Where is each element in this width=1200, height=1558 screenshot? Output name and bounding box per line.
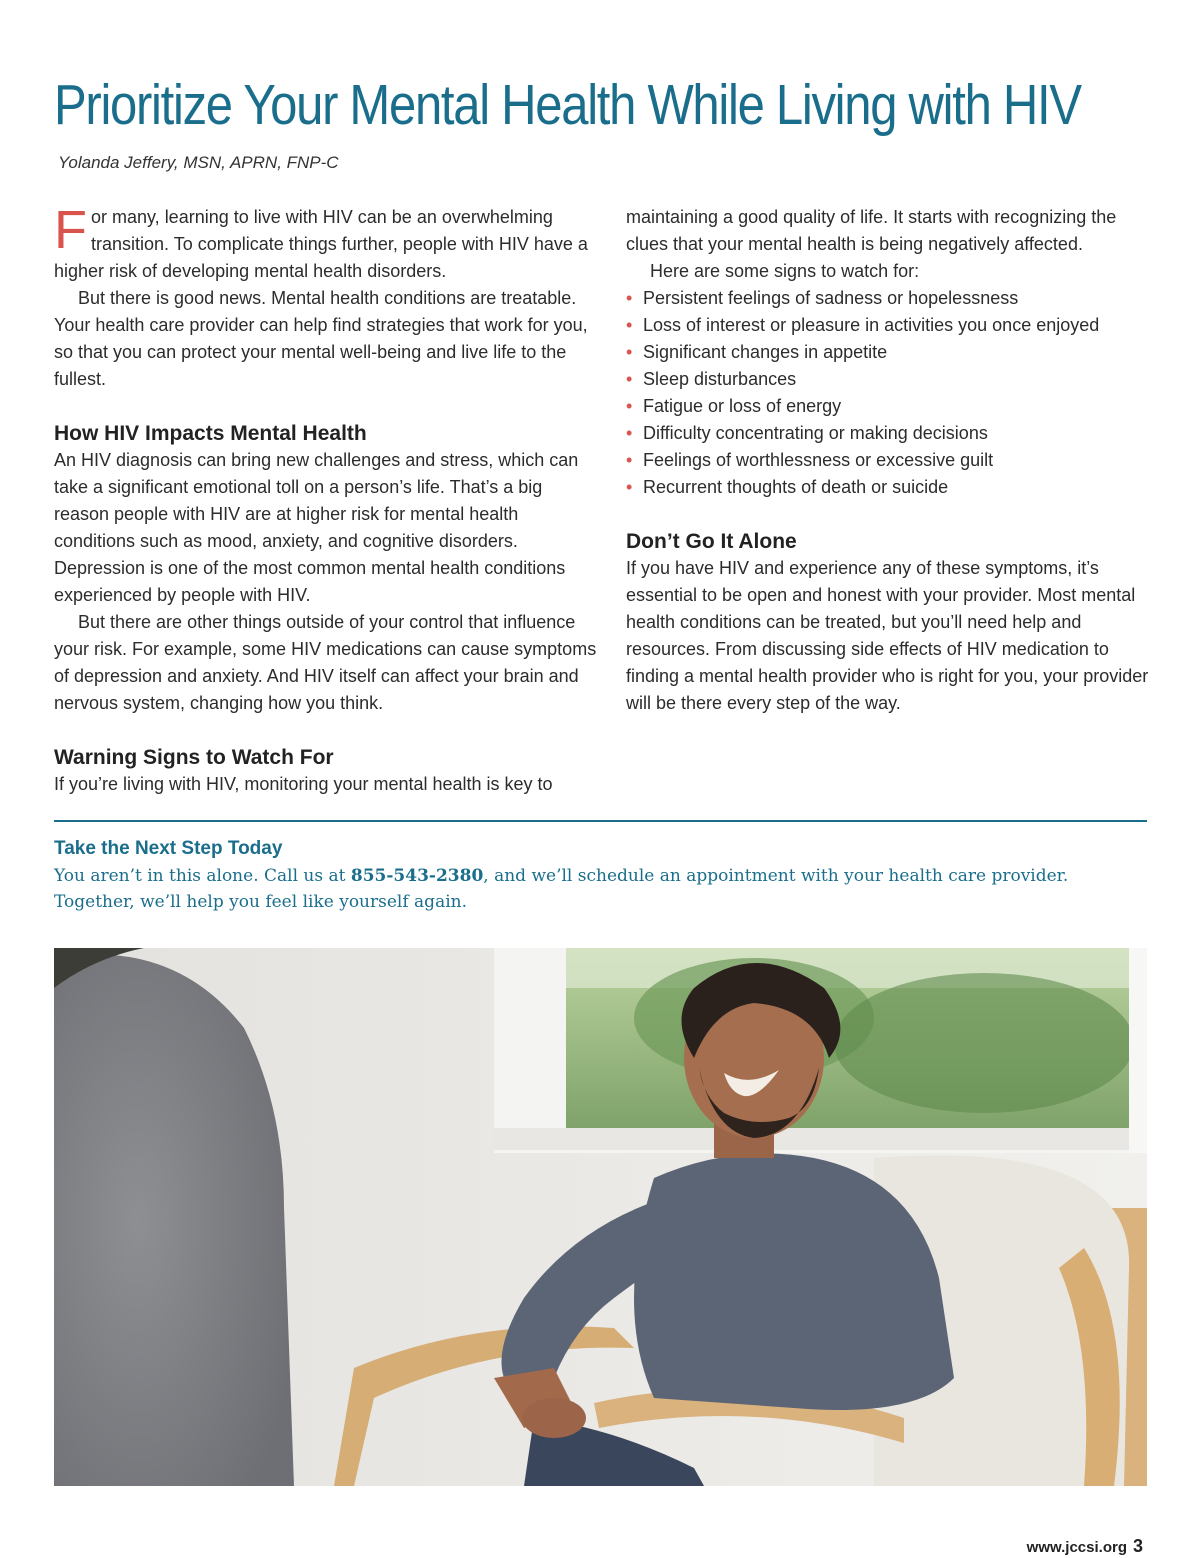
- warning-signs-list: [626, 285, 1150, 501]
- list-item: • Persistent feelings of sadness or hopelessness: [626, 285, 1150, 312]
- author-byline: Yolanda Jeffery, MSN, APRN, FNP-C: [58, 153, 339, 172]
- list-item: • Fatigue or loss of energy: [626, 393, 1150, 420]
- bullet-icon: •: [626, 288, 633, 308]
- signs-intro: Here are some signs to watch for:: [650, 261, 920, 281]
- page-footer: [1027, 1536, 1143, 1557]
- list-item: • Feelings of worthlessness or excessive guilt: [626, 447, 1150, 474]
- website-link[interactable]: www.jccsi.org: [1026, 1539, 1127, 1556]
- alone-heading: Don’t Go It Alone: [626, 530, 797, 553]
- warning-heading: Warning Signs to Watch For: [54, 746, 334, 769]
- bullet-icon: •: [626, 396, 633, 416]
- impacts-heading: How HIV Impacts Mental Health: [54, 422, 367, 445]
- drop-cap: F: [54, 200, 87, 260]
- article-title: Prioritize Your Mental Health While Living with HIV: [54, 73, 1081, 137]
- bullet-icon: •: [626, 342, 633, 362]
- cta-title: Take the Next Step Today: [54, 838, 283, 859]
- cta-text: You aren’t in this alone. Call us at 855-543-2380, and we’ll schedule an appointment with your health care provider. Together, we’ll help you feel like yourself again.: [54, 866, 1069, 912]
- list-item: • Significant changes in appetite: [626, 339, 1150, 366]
- impacts-paragraph-1: An HIV diagnosis can bring new challenges and stress, which can take a significant emotional toll on a person’s life. That’s a big reason people with HIV are at higher risk for mental health conditions such as mood, anxiety, and cognitive disorders. Depression is one of the most common mental health conditions experienced by people with HIV.: [54, 450, 579, 605]
- left-column: [54, 200, 602, 798]
- list-item: • Loss of interest or pleasure in activities you once enjoyed: [626, 312, 1150, 339]
- alone-paragraph: If you have HIV and experience any of these symptoms, it’s essential to be open and honest with your provider. Most mental health conditions can be treated, but you’ll need help and resources. From discussing side effects of HIV medication to finding a mental health provider who is right for you, your provider will be there every step of the way.: [626, 558, 1149, 713]
- bullet-icon: •: [626, 477, 633, 497]
- bullet-icon: •: [626, 369, 633, 389]
- intro-text: or many, learning to live with HIV can be an overwhelming transition. To complicate things further, people with HIV have a higher risk of developing mental health disorders.: [54, 207, 588, 281]
- section-divider: [54, 820, 1147, 822]
- page-number: 3: [1132, 1536, 1143, 1556]
- list-item: • Recurrent thoughts of death or suicide: [626, 474, 1150, 501]
- intro-paragraph: [54, 200, 602, 285]
- right-column: [626, 204, 1150, 717]
- list-item: • Difficulty concentrating or making decisions: [626, 420, 1150, 447]
- bullet-icon: •: [626, 315, 633, 335]
- bullet-icon: •: [626, 423, 633, 443]
- list-item: • Sleep disturbances: [626, 366, 1150, 393]
- hero-photo: [54, 948, 1147, 1486]
- bullet-icon: •: [626, 450, 633, 470]
- photo-illustration: [54, 948, 1147, 1486]
- warning-paragraph-start: If you’re living with HIV, monitoring your mental health is key to: [54, 774, 553, 794]
- impacts-paragraph-2: But there are other things outside of your control that influence your risk. For example, some HIV medications can cause symptoms of depression and anxiety. And HIV itself can affect your brain and nervous system, changing how you think.: [54, 612, 597, 713]
- good-news-paragraph: But there is good news. Mental health conditions are treatable. Your health care provider can help find strategies that work for you, so that you can protect your mental well-being and live life to the fullest.: [54, 288, 588, 389]
- phone-number[interactable]: 855-543-2380: [350, 866, 484, 886]
- warning-paragraph-continued: maintaining a good quality of life. It starts with recognizing the clues that your mental health is being negatively affected.: [626, 207, 1117, 254]
